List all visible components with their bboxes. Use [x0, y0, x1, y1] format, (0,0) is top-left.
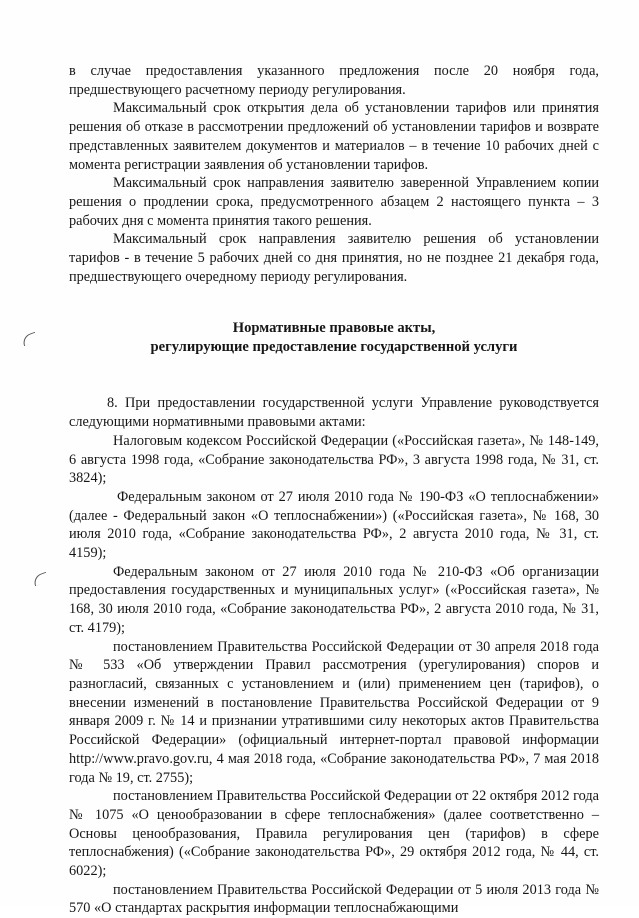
section-heading-line: регулирующие предоставление государственной услуги — [150, 338, 518, 355]
paragraph: постановлением Правительства Российской Федерации от 5 июля 2013 года № 570 «О стандартах раскрытия информации теплоснабжающими — [69, 881, 599, 917]
paragraph: Федеральным законом от 27 июля 2010 года № 190-ФЗ «О теплоснабжении» (далее - Федеральный закон «О теплоснабжении») («Российская газета», № 168, 30 июля 2010 года, «Собрание законодательства РФ», 2 августа 2010 года, № 31, ст. 4159); — [69, 488, 599, 562]
margin-mark-lower — [32, 572, 50, 587]
paragraph: Максимальный срок открытия дела об установлении тарифов или принятия решения об отказе в рассмотрении предложений об установлении тарифов и возврате представленных заявителем документов и материалов – в течение 10 рабочих дней с момента регистрации заявления об установлении тарифов. — [69, 100, 599, 173]
paragraph: в случае предоставления указанного предложения после 20 ноября года, предшествующего расчетному периоду регулирования. — [69, 63, 599, 98]
paragraph: Налоговым кодексом Российской Федерации («Российская газета», № 148-149, 6 августа 1998 года, «Собрание законодательства РФ», 3 августа 1998 года, № 31, ст. 3824); — [69, 432, 599, 487]
document-body — [69, 62, 599, 918]
paragraph-item-8: 8. При предоставлении государственной услуги Управление руководствуется следующими нормативными правовыми актами: — [69, 395, 599, 431]
paragraph: Федеральным законом от 27 июля 2010 года № 210-ФЗ «Об организации предоставления государственных и муниципальных услуг» («Российская газета», № 168, 30 июля 2010 года, «Собрание законодательства РФ», 2 августа 2010 года, № 31, ст. 4179); — [69, 563, 599, 636]
paragraph: постановлением Правительства Российской Федерации от 30 апреля 2018 года № 533 «Об утверждении Правил рассмотрения (урегулирования) споров и разногласий, связанных с установлением и (или) применением цен (тарифов), о внесении изменений в постановление Правительства Российской Федерации от 9 января 2009 г. № 14 и признании утратившими силу некоторых актов Правительства Российской Федерации» (официальный интернет-портал правовой информации http://www.pravo.gov.ru, 4 мая 2018 года, «Собрание законодательства РФ», 7 мая 2018 года № 19, ст. 2755); — [69, 638, 599, 786]
paragraph: Максимальный срок направления заявителю решения об установлении тарифов - в течение 5 рабочих дней со дня принятия, но не позднее 21 декабря года, предшествующего очередному периоду регулирования. — [69, 231, 599, 285]
section-heading-line: Нормативные правовые акты, — [232, 320, 436, 337]
paragraph: постановлением Правительства Российской Федерации от 22 октября 2012 года № 1075 «О ценообразовании в сфере теплоснабжения» (далее соответственно – Основы ценообразования, Правила регулирования цен (тарифов) в сфере теплоснабжения) («Собрание законодательства РФ», 29 октября 2012 года, № 44, ст. 6022); — [69, 788, 599, 880]
paragraph: Максимальный срок направления заявителю заверенной Управлением копии решения о продлении срока, предусмотренного абзацем 2 настоящего пункта – 3 рабочих дня с момента принятия такого решения. — [69, 175, 599, 229]
margin-mark-upper — [21, 332, 39, 347]
section-heading — [69, 319, 599, 356]
